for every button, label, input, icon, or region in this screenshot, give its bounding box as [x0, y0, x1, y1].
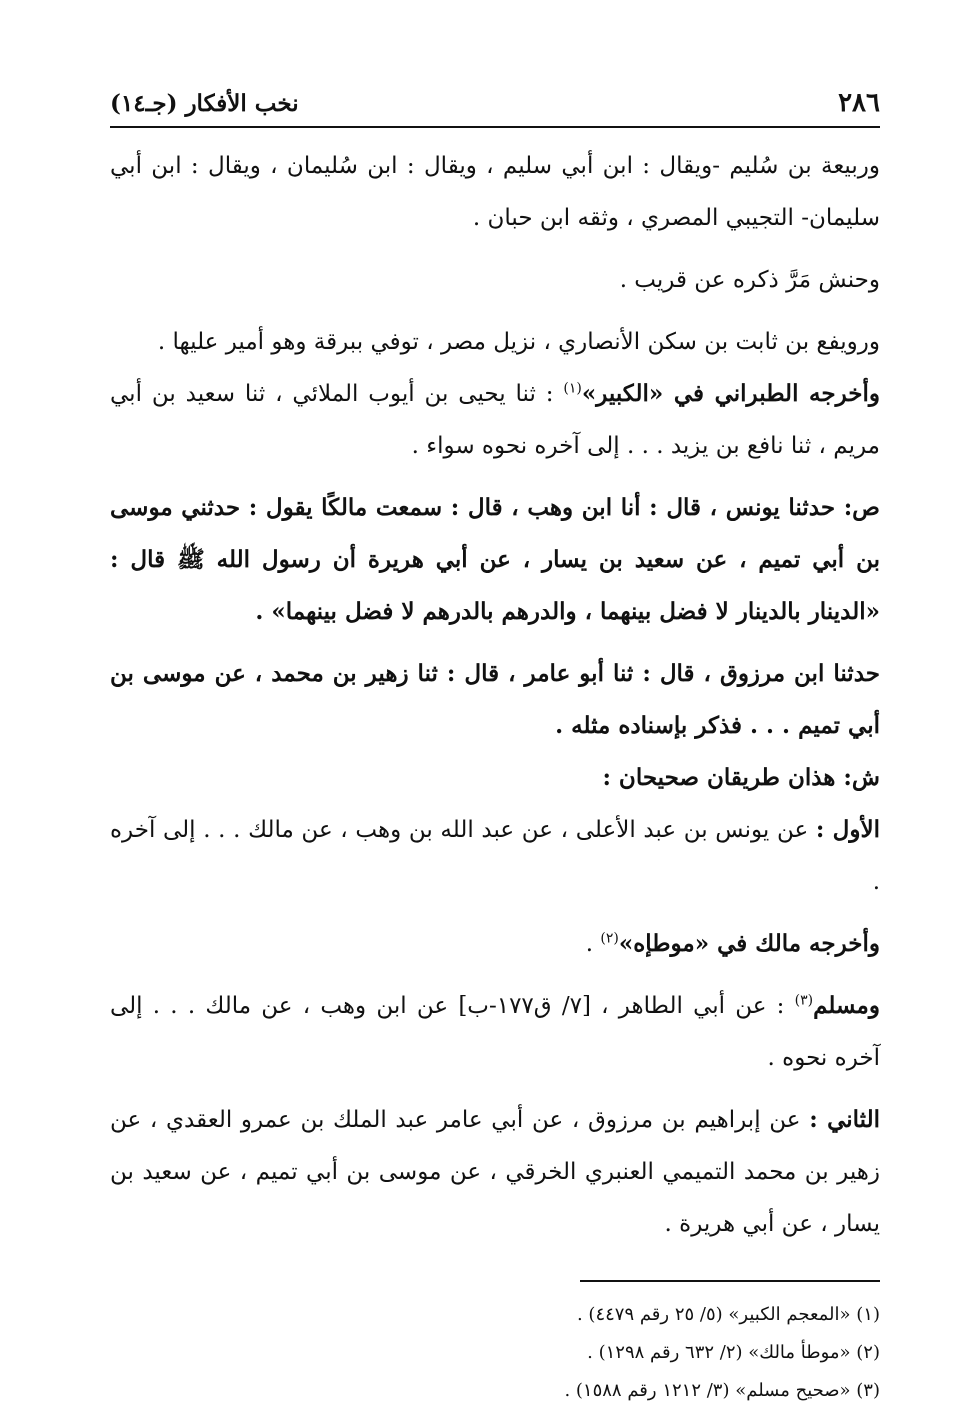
footnote-ref-2: (٢): [600, 930, 619, 947]
paragraph-second-route: [110, 1094, 880, 1250]
paragraph-rabia: وربيعة بن سُليم -ويقال : ابن أبي سليم ، ويقال : ابن سُليمان ، ويقال : ابن أبي سليمان- التجيبي المصري ، وثقه ابن حبان .: [110, 153, 880, 231]
footnote-ref-3: (٣): [794, 992, 814, 1009]
paragraph-commentary-head: ش: هذان طريقان صحيحان :: [602, 764, 880, 791]
footnote-3: (٣) «صحيح مسلم» (٣/ ١٢١٢ رقم ١٥٨٨) .: [564, 1380, 880, 1401]
paragraph-first-route: [110, 804, 880, 908]
tabarani-rest: : ثنا يحيى بن أيوب الملائي ، ثنا سعيد بن أبي مريم ، ثنا نافع بن يزيد . . . إلى آخره نحوه سواء .: [110, 381, 880, 459]
malik-rest: .: [585, 931, 601, 957]
paragraph-hanash: وحنش مَرَّ ذكره عن قريب .: [619, 267, 880, 293]
footnote-separator: [580, 1280, 880, 1282]
muslim-lead: ومسلم: [813, 992, 880, 1019]
footnote-2: (٢) «موطأ مالك» (٢/ ٦٣٢ رقم ١٢٩٨) .: [587, 1342, 880, 1363]
footnotes: [110, 1296, 880, 1410]
paragraph-muslim: [110, 980, 880, 1084]
paragraph-tabarani: [110, 368, 880, 472]
first-route-text: عن يونس بن عبد الأعلى ، عن عبد الله بن وهب ، عن مالك . . . إلى آخره .: [110, 817, 880, 895]
paragraph-second-isnad: حدثنا ابن مرزوق ، قال : ثنا أبو عامر ، قال : ثنا زهير بن محمد ، عن موسى بن أبي تميم . . . فذكر بإسناده مثله .: [110, 660, 880, 739]
page-number: ٢٨٦: [838, 88, 880, 118]
running-header: [110, 88, 880, 128]
muslim-rest: : عن أبي الطاهر ، [٧/ ق١٧٧-ب] عن ابن وهب ، عن مالك . . . إلى آخره نحوه .: [110, 993, 880, 1071]
tabarani-lead: وأخرجه الطبراني في «الكبير»: [581, 380, 880, 407]
footnote-1: (١) «المعجم الكبير» (٥/ ٢٥ رقم ٤٤٧٩) .: [576, 1304, 880, 1325]
main-text: [110, 140, 880, 1250]
first-route-label: الأول :: [815, 816, 880, 843]
book-title: نخب الأفكار (جـ١٤): [110, 90, 299, 117]
book-page: [110, 88, 880, 1410]
second-route-text: عن إبراهيم بن مرزوق ، عن أبي عامر عبد الملك بن عمرو العقدي ، عن زهير بن محمد التميمي العنبري الخرقي ، عن موسى بن أبي تميم ، عن سعيد بن يسار ، عن أبي هريرة .: [110, 1107, 880, 1237]
paragraph-malik: [110, 918, 880, 970]
paragraph-hadith-matn: ص: حدثنا يونس ، قال : أنا ابن وهب ، قال : سمعت مالكًا يقول : حدثني موسى بن أبي تميم ، عن سعيد بن يسار ، عن أبي هريرة أن رسول الله ﷺ قال : «الدينار بالدينار لا فضل بينهما ، والدرهم بالدرهم لا فضل بينهما» .: [110, 494, 880, 625]
second-route-label: الثاني :: [809, 1106, 880, 1133]
footnote-ref-1: (١): [563, 380, 582, 397]
paragraph-ruwayfi: ورويفع بن ثابت بن سكن الأنصاري ، نزيل مصر ، توفي ببرقة وهو أمير عليها .: [157, 329, 880, 355]
malik-lead: وأخرجه مالك في «موطإه»: [618, 930, 880, 957]
